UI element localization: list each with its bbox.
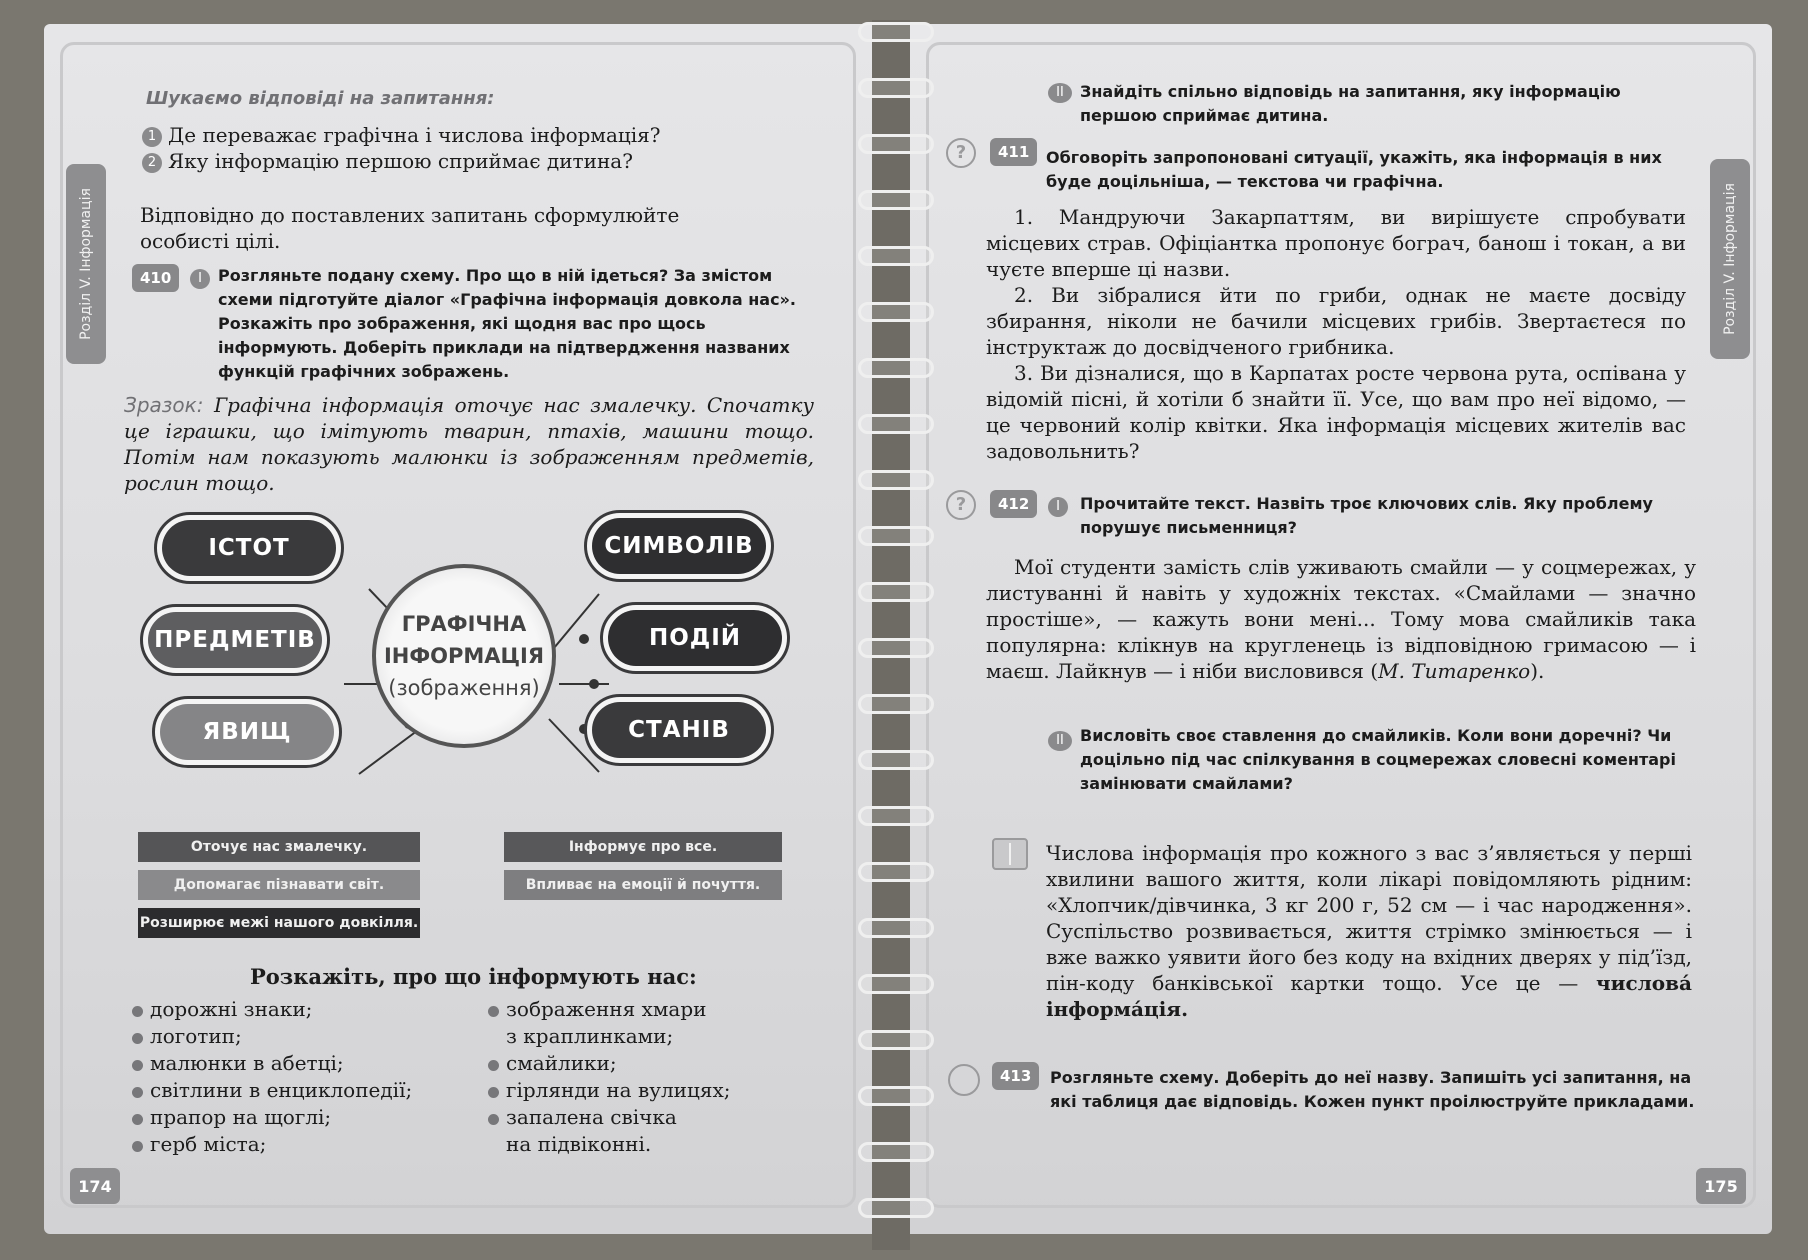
function-bar: Оточує нас змалечку. (138, 832, 420, 862)
number-icon: 1 (142, 127, 162, 147)
list-item: прапор на щоглі; (130, 1104, 460, 1131)
part-two-icon: II (1048, 83, 1072, 103)
section-tab: Розділ V. Інформація (66, 164, 106, 364)
question-item: 2 Яку інформацію першою сприймає дитина? (142, 148, 661, 174)
sample-paragraph: Зразок: Графічна інформація оточує нас змалечку. Спочатку це іграшки, що імітують тварин, птахів, машини тощо. Потім нам показують малюнки із зображенням предметів, рослин тощо. (124, 393, 815, 495)
task-411-badge: 411 (990, 138, 1037, 166)
diagram-node: ЯВИЩ (152, 696, 342, 768)
task-410-badge: 410 (132, 264, 179, 292)
function-bar: Допомагає пізнавати світ. (138, 870, 420, 900)
info-block: Числова інформація про кожного з вас з’являється у перші хвилини вашого життя, коли лікарі повідомляють рідним: «Хлопчик/дівчинка, 3 кг 200 г, 52 см — і час народження». Суспільство розвивається, життя стрімко змінюється — і вже важко уявити його без коду на вхідних дверях у під’їзд, пін-коду банківської картки тощо. Усе це — числова́ інформа́ція. (1046, 841, 1692, 1021)
situation-item: 3. Ви дізналися, що в Карпатах росте червона рута, оспівана у відомій пісні, й хотіли б знайти її. Усе, що вам про неї відомо, — це червоний колір квітки. Яка інформація місцевих жителів вас задовольнить? (986, 361, 1686, 463)
task-412-text: Прочитайте текст. Назвіть троє ключових слів. Яку проблему порушує письменниця? (1080, 494, 1653, 537)
task-412-part2-text: Висловіть своє ставлення до смайликів. Коли вони доречні? Чи доцільно під час спілкування в соцмережах словесні коментарі замінювати смайлами? (1080, 726, 1676, 793)
list-item: логотип; (130, 1023, 460, 1050)
page-number: 174 (70, 1168, 120, 1204)
diagram-node: ПРЕДМЕТІВ (140, 604, 330, 676)
function-bar: Інформує про все. (504, 832, 782, 862)
list-item: гірлянди на вулицях; (486, 1077, 806, 1104)
list-item-continuation: на підвіконні. (506, 1132, 652, 1156)
situation-item: 2. Ви зібралися йти по гриби, однак не маєте досвіду збирання, ніколи не бачили місцевих грибів. Звертаєтеся по інструктаж до досвідченого грибника. (986, 283, 1686, 359)
task-411-text: Обговоріть запропоновані ситуації, укажіть, яка інформація в них буде доцільніша, — текстова чи графічна. (1046, 148, 1662, 191)
task-prev-part2-text: Знайдіть спільно відповідь на запитання, яку інформацію першою сприймає дитина. (1080, 82, 1621, 125)
quote-text: Мої студенти замість слів уживають смайли — у соцмережах, у листуванні й навіть у художніх текстах. «Смайлами — значно простіше», — кажуть вони мені... Тому мова смайликів така популярна: клікнув на кругленець із відповідною гримасою — і маєш. Лайкнув — і ніби висловився (М. Титаренко). (986, 555, 1696, 683)
list-item: малюнки в абетці; (130, 1050, 460, 1077)
list-item-continuation: з краплинками; (506, 1024, 674, 1048)
question-icon: ? (946, 138, 976, 168)
number-icon: 2 (142, 153, 162, 173)
question-item: 1 Де переважає графічна і числова інформація? (142, 122, 661, 148)
task-410-text: Розгляньте подану схему. Про що в ній ідеться? За змістом схеми підготуйте діалог «Графічна інформація довкола нас». Розкажіть про зображення, які щодня вас про щось інформують. Доберіть приклади на підтвердження названих функцій графічних зображень. (218, 266, 796, 381)
list-item: смайлики; (486, 1050, 806, 1077)
list-item: світлини в енциклопедії; (130, 1077, 460, 1104)
function-bar: Впливає на емоції й почуття. (504, 870, 782, 900)
questions-list (142, 122, 661, 174)
list-item: герб міста; (130, 1131, 460, 1158)
goal-text: Відповідно до поставлених запитань сформулюйте особисті цілі. (140, 203, 680, 253)
list-title: Розкажіть, про що інформують нас: (250, 964, 697, 989)
section-tab: Розділ V. Інформація (1710, 159, 1750, 359)
left-page (44, 24, 872, 1234)
intro-title: Шукаємо відповіді на запитання: (146, 88, 495, 109)
diagram-node: СИМВОЛІВ (584, 510, 774, 582)
right-page (910, 24, 1772, 1234)
diagram-center: ГРАФІЧНА ІНФОРМАЦІЯ (зображення) (372, 564, 556, 748)
part-one-icon: I (190, 269, 210, 289)
task-411-items (986, 204, 1686, 464)
list-item: зображення хмари (486, 996, 806, 1023)
part-one-icon: I (1048, 497, 1068, 517)
book-icon (992, 838, 1028, 870)
page-number: 175 (1696, 1168, 1746, 1204)
diagram-node: ІСТОТ (154, 512, 344, 584)
info-list-left (130, 996, 460, 1158)
function-bar: Розширює межі нашого довкілля. (138, 908, 420, 938)
diagram-node: СТАНІВ (584, 694, 774, 766)
task-413-text: Розгляньте схему. Доберіть до неї назву. Запишіть усі запитання, на які таблиця дає відповідь. Кожен пункт проілюструйте прикладами. (1050, 1068, 1695, 1111)
question-icon: ? (946, 490, 976, 520)
info-list-right (486, 996, 806, 1158)
group-work-icon (948, 1064, 980, 1096)
task-412-badge: 412 (990, 490, 1037, 518)
list-item: запалена свічка (486, 1104, 806, 1131)
part-two-icon: II (1048, 731, 1072, 751)
list-item: дорожні знаки; (130, 996, 460, 1023)
diagram-node: ПОДІЙ (600, 602, 790, 674)
task-413-badge: 413 (992, 1062, 1039, 1090)
situation-item: 1. Мандруючи Закарпаттям, ви вирішуєте спробувати місцевих страв. Офіціантка пропонує бограч, банош і токан, а ви чуєте вперше ці назви. (986, 205, 1686, 281)
